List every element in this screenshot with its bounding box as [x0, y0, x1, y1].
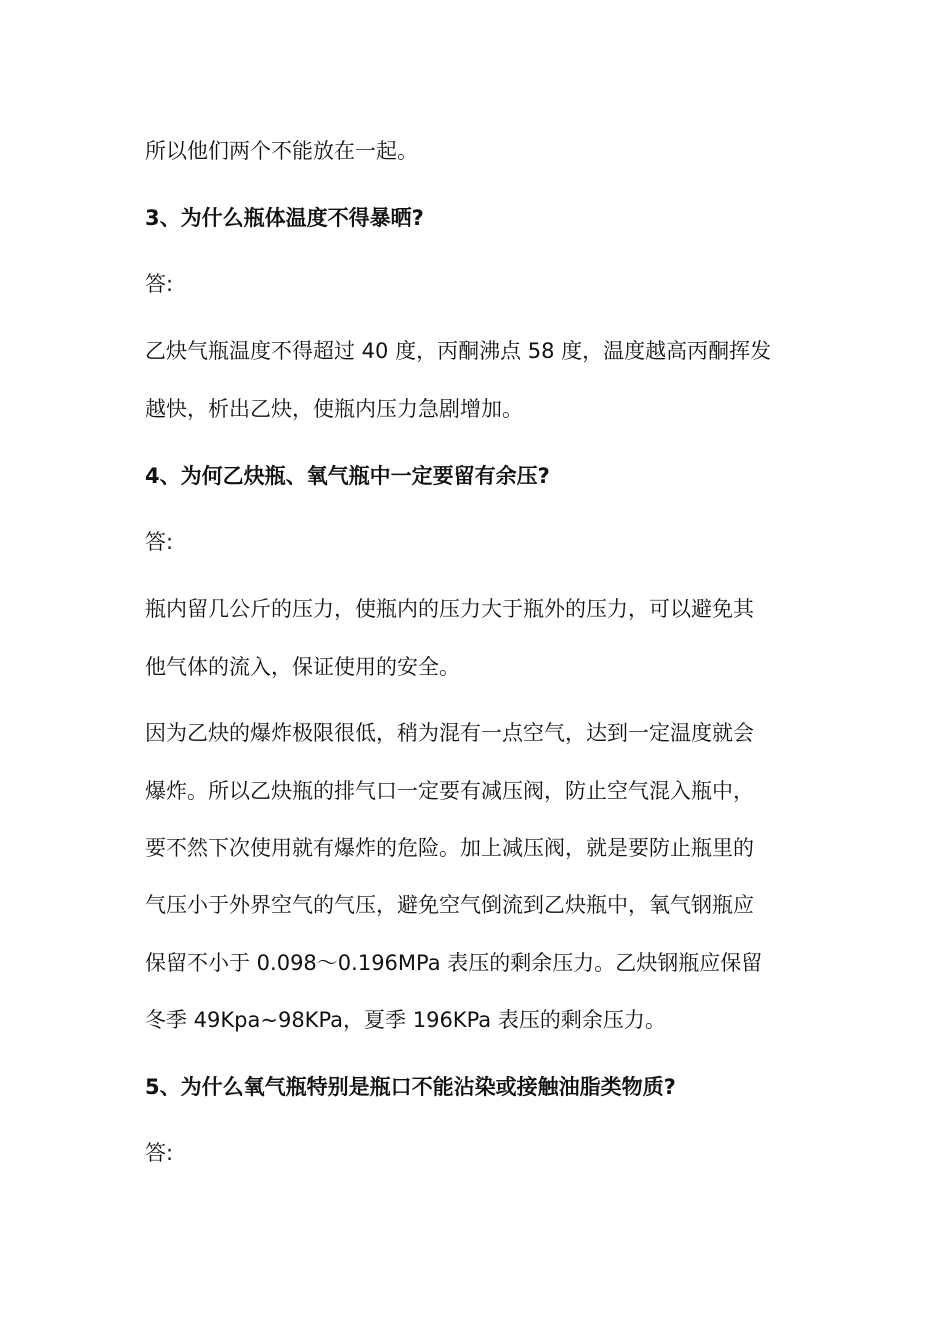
- question-4-answer-label: 答:: [145, 530, 174, 554]
- question-4-heading: 4、为何乙炔瓶、氧气瓶中一定要留有余压?: [145, 464, 550, 488]
- question-4-paragraph-2-line-3: 要不然下次使用就有爆炸的危险。加上减压阀，就是要防止瓶里的: [145, 836, 754, 860]
- question-4-paragraph-2-line-4: 气压小于外界空气的气压，避免空气倒流到乙炔瓶中，氧气钢瓶应: [145, 893, 754, 917]
- question-4-paragraph-2-line-5: 保留不小于 0.098～0.196MPa 表压的剩余压力。乙炔钢瓶应保留: [145, 951, 763, 975]
- question-4-paragraph-2-line-2: 爆炸。所以乙炔瓶的排气口一定要有减压阀，防止空气混入瓶中，: [145, 779, 754, 803]
- question-4-paragraph-2-line-1: 因为乙炔的爆炸极限很低，稍为混有一点空气，达到一定温度就会: [145, 721, 754, 745]
- question-3-heading: 3、为什么瓶体温度不得暴晒?: [145, 206, 424, 230]
- question-4-paragraph-1-line-2: 他气体的流入，保证使用的安全。: [145, 655, 460, 679]
- question-5-heading: 5、为什么氧气瓶特别是瓶口不能沾染或接触油脂类物质?: [145, 1075, 676, 1099]
- question-3-answer-line-2: 越快，析出乙炔，使瓶内压力急剧增加。: [145, 397, 523, 421]
- question-5-answer-label: 答:: [145, 1141, 174, 1165]
- question-3-answer-label: 答:: [145, 272, 174, 296]
- question-3-answer-line-1: 乙炔气瓶温度不得超过 40 度，丙酮沸点 58 度，温度越高丙酮挥发: [145, 339, 772, 363]
- question-4-paragraph-2-line-6: 冬季 49Kpa~98KPa，夏季 196KPa 表压的剩余压力。: [145, 1008, 666, 1032]
- intro-text-line-1: 所以他们两个不能放在一起。: [145, 139, 418, 163]
- question-4-paragraph-1-line-1: 瓶内留几公斤的压力，使瓶内的压力大于瓶外的压力，可以避免其: [145, 597, 754, 621]
